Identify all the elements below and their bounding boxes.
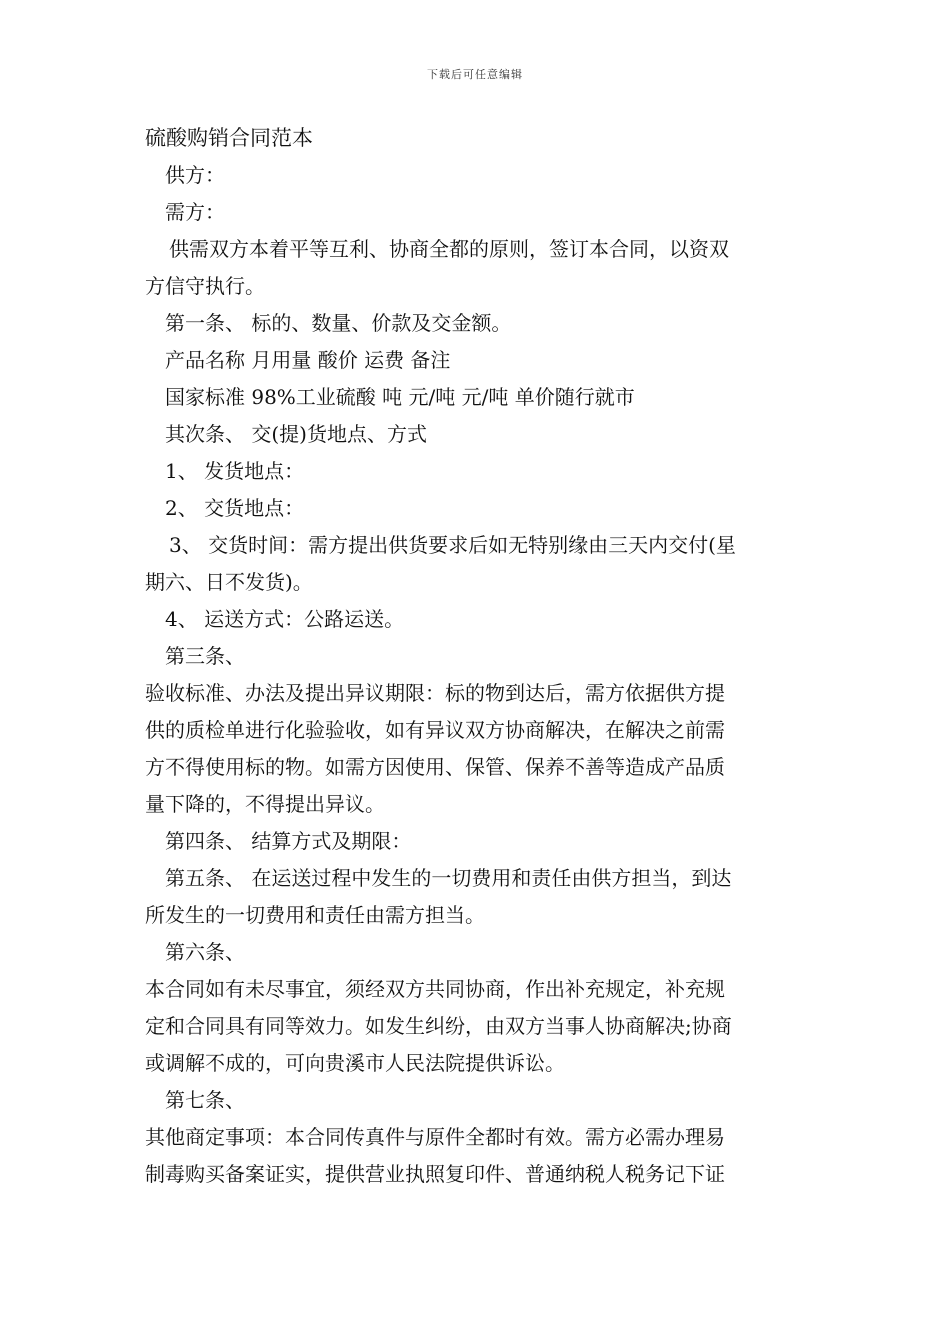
supplier-line: 供方： [165,163,225,187]
article6-line-1: 本合同如有未尽事宜，须经双方共同协商，作出补充规定，补充规 [145,977,725,1001]
article3-line-4: 量下降的，不得提出异议。 [145,792,385,816]
article2-item-4: 4、 运送方式：公路运送。 [165,607,405,631]
intro-line-2: 方信守执行。 [145,274,265,298]
article4-heading: 第四条、 结算方式及期限： [165,829,412,853]
article3-heading: 第三条、 [165,644,245,668]
article7-heading: 第七条、 [165,1088,245,1112]
article1-heading: 第一条、 标的、数量、价款及交金额。 [165,311,512,335]
article5-line-1: 第五条、 在运送过程中发生的一切费用和责任由供方担当，到达 [165,866,732,890]
article3-line-3: 方不得使用标的物。如需方因使用、保管、保养不善等造成产品质 [145,755,725,779]
article6-line-3: 或调解不成的，可向贵溪市人民法院提供诉讼。 [145,1051,565,1075]
contract-document [145,120,810,1193]
article2-item-1: 1、 发货地点： [165,459,305,483]
document-title: 硫酸购销合同范本 [145,126,313,150]
article6-line-2: 定和合同具有同等效力。如发生纠纷，由双方当事人协商解决;协商 [145,1014,732,1038]
article7-line-1: 其他商定事项：本合同传真件与原件全都时有效。需方必需办理易 [145,1125,725,1149]
article5-line-2: 所发生的一切费用和责任由需方担当。 [145,903,485,927]
article2-item-3-line-1: 3、 交货时间：需方提出供货要求后如无特别缘由三天内交付(星 [169,533,736,557]
article3-line-1: 验收标准、办法及提出异议期限：标的物到达后，需方依据供方提 [145,681,725,705]
intro-line-1: 供需双方本着平等互利、协商全都的原则，签订本合同，以资双 [169,237,729,261]
article2-item-2: 2、 交货地点： [165,496,305,520]
product-table-header: 产品名称 月用量 酸价 运费 备注 [165,348,451,372]
page-header-note: 下载后可任意编辑 [427,68,523,81]
buyer-line: 需方： [165,200,225,224]
article6-heading: 第六条、 [165,940,245,964]
product-table-row: 国家标准 98%工业硫酸 吨 元/吨 元/吨 单价随行就市 [165,385,635,409]
article3-line-2: 供的质检单进行化验验收，如有异议双方协商解决，在解决之前需 [145,718,725,742]
article2-item-3-line-2: 期六、日不发货)。 [145,570,313,594]
article7-line-2: 制毒购买备案证实，提供营业执照复印件、普通纳税人税务记下证 [145,1162,725,1186]
article2-heading: 其次条、 交(提)货地点、方式 [165,422,427,446]
